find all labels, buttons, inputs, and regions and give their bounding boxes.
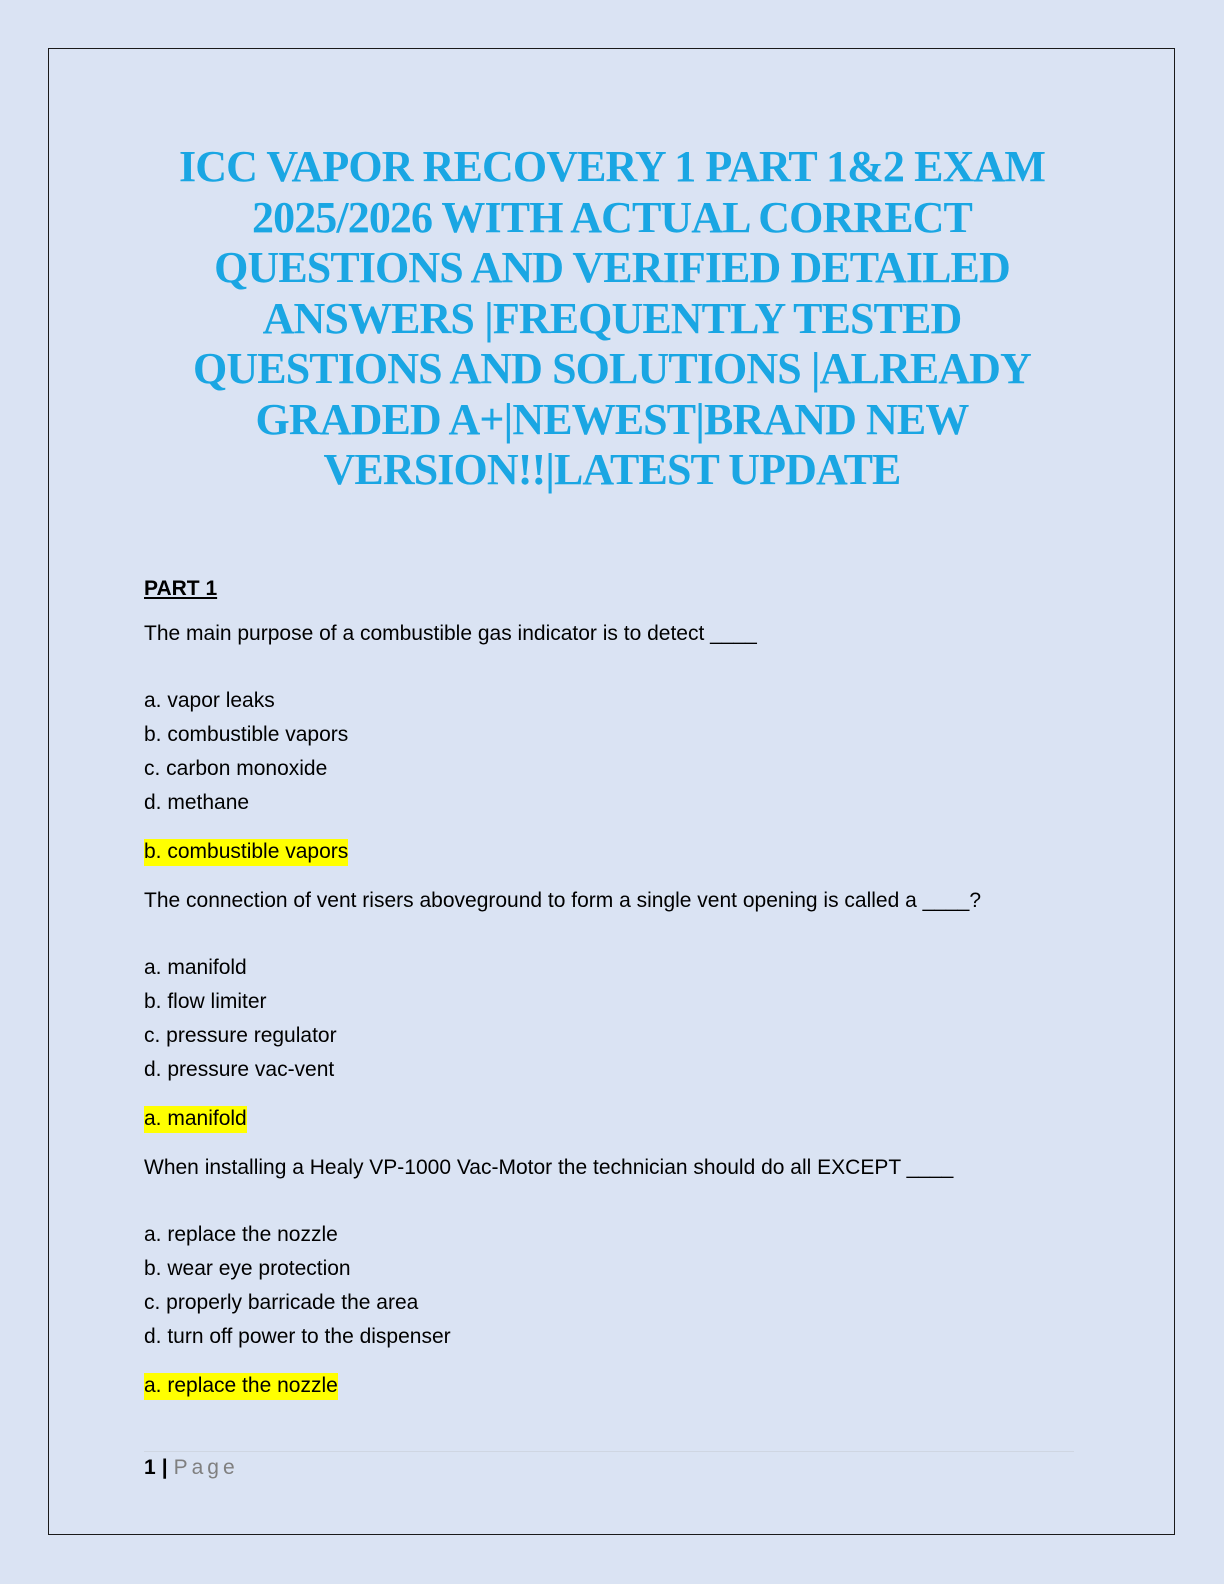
option-d: d. pressure vac-vent bbox=[144, 1058, 335, 1081]
option-b: b. wear eye protection bbox=[144, 1257, 351, 1280]
option-b: b. combustible vapors bbox=[144, 723, 349, 746]
footer-separator: | bbox=[161, 1456, 168, 1479]
option-d: d. turn off power to the dispenser bbox=[144, 1325, 451, 1348]
option-a: a. manifold bbox=[144, 956, 247, 979]
option-list bbox=[144, 956, 337, 1092]
option-list bbox=[144, 689, 348, 825]
option-c: c. properly barricade the area bbox=[144, 1291, 419, 1314]
section-heading: PART 1 bbox=[144, 577, 218, 600]
question-text: The main purpose of a combustible gas indicator is to detect ____ bbox=[144, 622, 757, 645]
option-list bbox=[144, 1223, 451, 1359]
option-a: a. replace the nozzle bbox=[144, 1223, 338, 1246]
page-footer bbox=[144, 1456, 239, 1480]
option-c: c. pressure regulator bbox=[144, 1024, 337, 1047]
highlighted-answer: b. combustible vapors bbox=[144, 839, 348, 866]
question-text: The connection of vent risers aboveground to form a single vent opening is called a ____? bbox=[144, 889, 982, 912]
option-b: b. flow limiter bbox=[144, 990, 267, 1013]
highlighted-answer: a. manifold bbox=[144, 1106, 247, 1133]
page-label: Page bbox=[173, 1456, 239, 1479]
footer-divider bbox=[144, 1451, 1074, 1452]
question-text: When installing a Healy VP-1000 Vac-Motor the technician should do all EXCEPT ____ bbox=[144, 1156, 954, 1179]
option-c: c. carbon monoxide bbox=[144, 757, 328, 780]
highlighted-answer: a. replace the nozzle bbox=[144, 1373, 338, 1400]
document-title: ICC VAPOR RECOVERY 1 PART 1&2 EXAM 2025/2026 WITH ACTUAL CORRECT QUESTIONS AND VERIFIED DETAILED ANSWERS |FREQUENTLY TESTED QUESTIONS AND SOLUTIONS |ALREADY GRADED A+|NEWEST|BRAND NEW VERSION!!|LATEST UPDATE bbox=[179, 142, 1045, 494]
page-number: 1 bbox=[144, 1456, 156, 1479]
option-d: d. methane bbox=[144, 791, 250, 814]
option-a: a. vapor leaks bbox=[144, 689, 275, 712]
